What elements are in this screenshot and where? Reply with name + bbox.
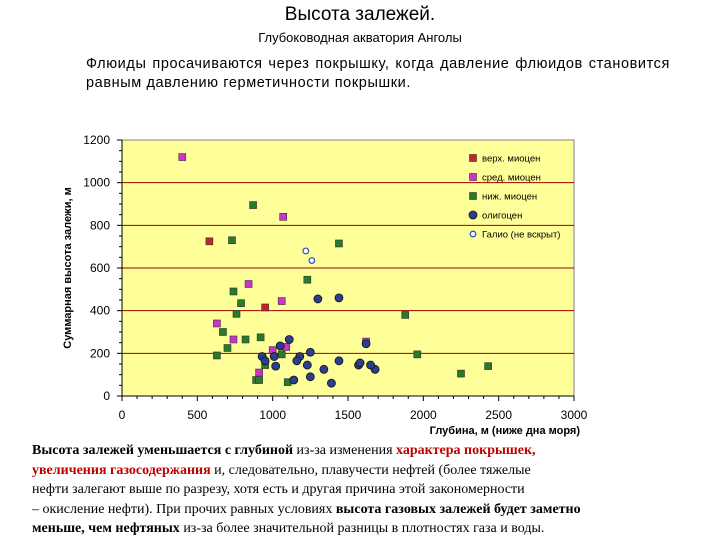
legend-marker [470, 174, 477, 181]
data-point [367, 361, 375, 369]
caption-fragment: нефти залегают выше по разрезу, хотя есть и другая причина этой закономерности [32, 482, 525, 497]
legend-label: ниж. миоцен [482, 191, 538, 203]
page-title: Высота залежей. [284, 4, 436, 25]
caption-highlight: характера покрышек, [396, 443, 536, 458]
legend-marker [470, 231, 476, 237]
data-point [270, 353, 278, 361]
data-point [309, 258, 315, 264]
data-point [335, 294, 343, 302]
data-point [306, 348, 314, 356]
y-tick-label: 800 [89, 218, 110, 233]
data-point [414, 351, 421, 358]
data-point [257, 334, 264, 341]
legend-marker [470, 193, 477, 200]
data-point [280, 213, 287, 220]
x-tick-label: 0 [118, 408, 126, 422]
caption-text [32, 441, 712, 539]
x-tick-label: 3000 [560, 408, 588, 422]
data-point [303, 248, 309, 254]
data-point [238, 300, 245, 307]
data-point [304, 276, 311, 283]
data-point [228, 237, 235, 244]
data-point [485, 363, 492, 370]
data-point [320, 365, 328, 373]
data-point [458, 370, 465, 377]
data-point [224, 345, 231, 352]
data-point [230, 288, 237, 295]
x-tick-label: 500 [187, 408, 208, 422]
data-point [276, 342, 284, 350]
legend-label: олигоцен [482, 210, 523, 222]
legend-label: верх. миоцен [482, 153, 541, 165]
x-tick-label: 2000 [409, 408, 437, 422]
data-point [256, 377, 263, 384]
legend-marker [469, 211, 477, 219]
data-point [362, 340, 370, 348]
data-point [213, 352, 220, 359]
data-point [314, 295, 322, 303]
caption-highlight: увеличения газосодержания [32, 462, 211, 478]
data-point [278, 298, 285, 305]
data-point [261, 357, 269, 365]
caption-line-3 [32, 480, 712, 500]
data-point [206, 238, 213, 245]
caption-fragment: и, следовательно, плавучести нефтей (более тяжелые [210, 462, 531, 478]
data-point [278, 351, 285, 358]
data-point [250, 202, 257, 209]
data-point [402, 311, 409, 318]
data-point [303, 361, 311, 369]
caption-fragment: высота газовых залежей будет заметно [335, 501, 581, 517]
page-subtitle: Глубоководная акватория Анголы [258, 30, 462, 45]
caption-line-2 [32, 461, 712, 481]
data-point [285, 335, 293, 343]
data-point [335, 357, 343, 365]
x-axis-label: Глубина, м (ниже дна моря) [429, 425, 580, 437]
caption-fragment: меньше, чем нефтяных [32, 521, 180, 536]
data-point [356, 359, 364, 367]
data-point [233, 310, 240, 317]
x-tick-label: 2500 [485, 408, 513, 422]
data-point [230, 336, 237, 343]
data-point [179, 154, 186, 161]
legend-label: сред. миоцен [482, 172, 541, 184]
caption-fragment: из-за более значительной разницы в плотностях газа и воды. [179, 521, 545, 536]
data-point [306, 373, 314, 381]
intro-text: Флюиды просачиваются через покрышку, когда давление флюидов становится равным давлению герметичности покрышки. [86, 56, 670, 91]
data-point [290, 376, 298, 384]
y-tick-label: 0 [103, 389, 110, 403]
data-point [256, 369, 263, 376]
data-point [272, 362, 280, 370]
data-point [335, 240, 342, 247]
data-point [219, 329, 226, 336]
y-tick-label: 1000 [83, 175, 110, 190]
x-tick-label: 1500 [334, 408, 362, 422]
y-tick-label: 200 [89, 346, 110, 361]
y-tick-label: 600 [89, 261, 110, 275]
caption-fragment: Высота залежей уменьшается с глубиной [32, 443, 294, 458]
data-point [293, 357, 301, 365]
x-tick-label: 1000 [259, 408, 287, 422]
data-point [242, 336, 249, 343]
data-point [245, 281, 252, 288]
data-point [262, 304, 269, 311]
data-point [327, 379, 335, 387]
caption-line-4 [32, 500, 712, 520]
caption-line-1 [32, 441, 712, 461]
caption-fragment: из-за изменения [293, 443, 397, 458]
y-axis-label: Суммарная высота залежи, м [62, 187, 74, 349]
y-tick-label: 400 [89, 303, 110, 318]
legend-marker [470, 155, 477, 162]
caption-line-5 [32, 519, 712, 539]
caption-fragment: – окисление нефти). При прочих равных условиях [32, 501, 336, 517]
legend-label: Галио (не вскрыт) [482, 229, 561, 241]
data-point [213, 320, 220, 327]
y-tick-label: 1200 [83, 133, 110, 147]
